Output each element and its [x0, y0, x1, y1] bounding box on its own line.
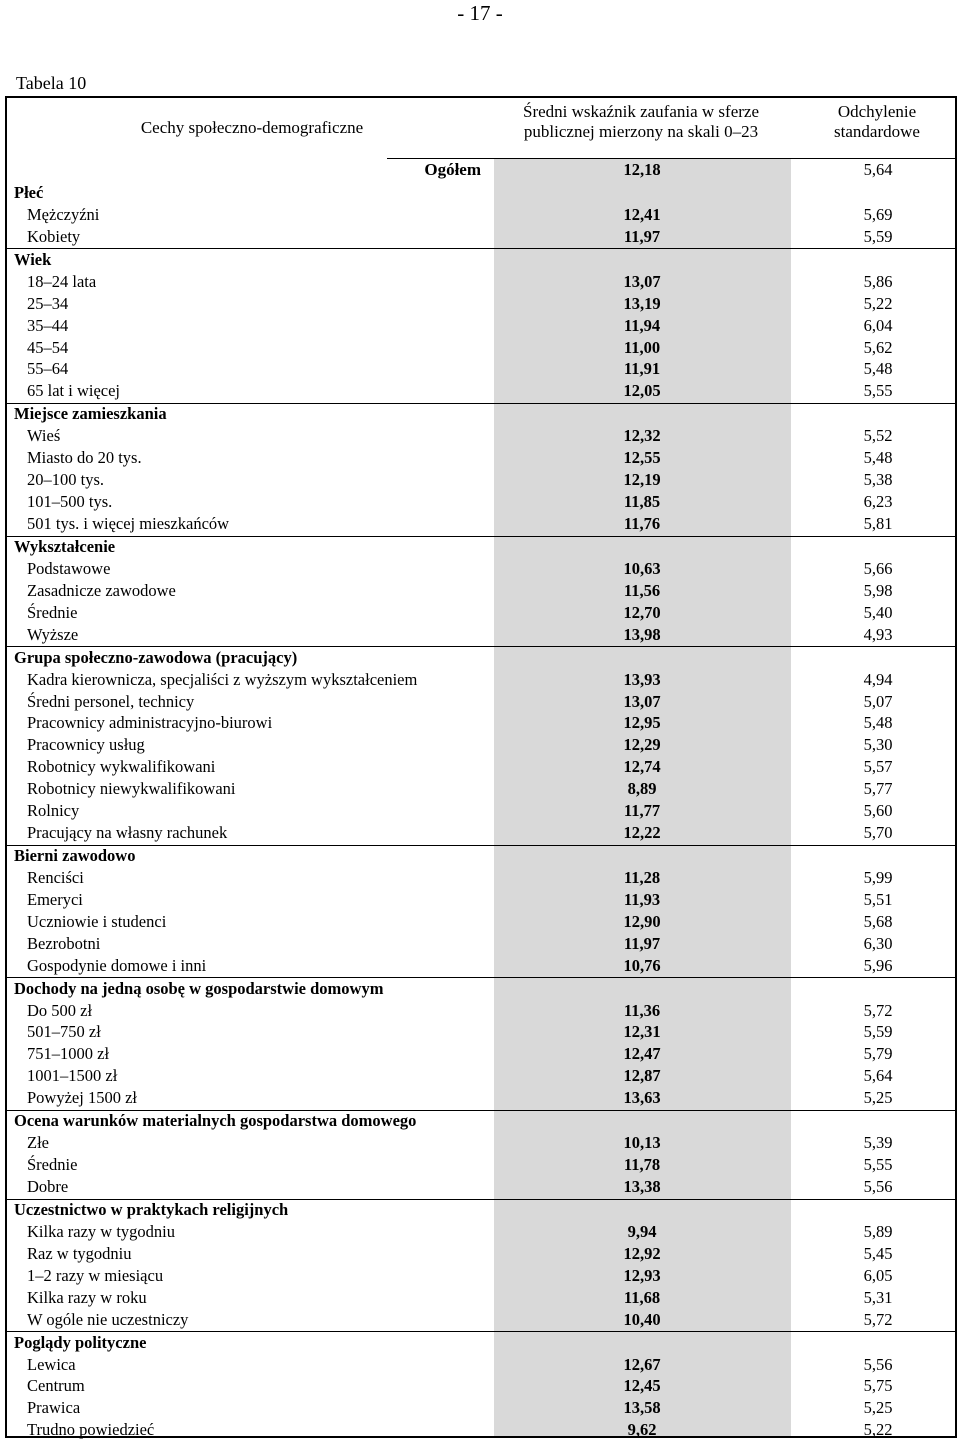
- row-label: Pracujący na własny rachunek: [27, 822, 228, 842]
- table-row: [7, 691, 955, 713]
- header-mean-trust: Średni wskaźnik zaufania w sferze publicznej mierzony na skali 0–23: [522, 102, 759, 141]
- row-mean-value: 12,22: [623, 822, 661, 842]
- row-label: Trudno powiedzieć: [27, 1420, 155, 1440]
- table-row: [7, 469, 955, 491]
- row-mean-value: 11,78: [623, 1155, 661, 1174]
- table-row: [7, 778, 955, 800]
- row-label: 65 lat i więcej: [27, 381, 121, 401]
- row-label: 101–500 tys.: [27, 492, 113, 511]
- row-mean-value: 12,29: [623, 735, 661, 755]
- row-sd-value: 5,68: [863, 911, 893, 931]
- row-sd-value: 4,94: [863, 669, 893, 689]
- row-mean-value: 12,31: [623, 1022, 661, 1042]
- row-mean-value: 11,56: [623, 580, 661, 600]
- row-mean-value: 12,90: [623, 911, 661, 931]
- row-label: Średnie: [27, 1155, 78, 1174]
- row-sd-value: 5,48: [863, 448, 893, 468]
- group-title: Grupa społeczno-zawodowa (pracujący): [14, 647, 298, 667]
- row-mean-value: 13,19: [623, 293, 661, 313]
- group-title: Uczestnictwo w praktykach religijnych: [14, 1200, 289, 1219]
- table-row: [7, 955, 955, 977]
- row-sd-value: 5,56: [863, 1176, 893, 1196]
- table-row: [7, 315, 955, 337]
- row-sd-value: 5,55: [863, 381, 893, 401]
- row-label: 55–64: [27, 359, 69, 379]
- table-row: [7, 1154, 955, 1176]
- row-sd-value: 5,89: [863, 1221, 893, 1241]
- table-row: [7, 1243, 955, 1265]
- row-sd-value: 6,05: [863, 1265, 893, 1285]
- row-mean-value: 12,19: [623, 470, 661, 490]
- row-mean-value: 12,47: [623, 1044, 661, 1064]
- row-sd-value: 5,07: [863, 691, 893, 711]
- group-divider: [7, 248, 955, 249]
- table-row: [7, 271, 955, 293]
- row-label: Lewica: [27, 1354, 76, 1374]
- row-label: 18–24 lata: [27, 271, 97, 291]
- table-row: [7, 1221, 955, 1243]
- row-mean-value: 12,05: [623, 381, 661, 401]
- group-divider: [7, 536, 955, 537]
- row-mean-value: 11,93: [623, 889, 661, 909]
- row-label: Zasadnicze zawodowe: [27, 580, 176, 600]
- table-row: [7, 624, 955, 646]
- row-mean-value: 11,94: [623, 315, 661, 335]
- table-row: [7, 800, 955, 822]
- table-row: [7, 669, 955, 691]
- row-sd-value: 5,99: [863, 867, 893, 887]
- row-label: Rolnicy: [27, 801, 80, 820]
- total-mean: 12,18: [623, 160, 661, 179]
- row-label: 1–2 razy w miesiącu: [27, 1265, 164, 1285]
- table-row: [7, 358, 955, 380]
- row-sd-value: 5,38: [863, 470, 893, 490]
- row-sd-value: 5,25: [863, 1398, 893, 1418]
- row-mean-value: 11,91: [623, 359, 661, 379]
- row-label: Kilka razy w roku: [27, 1287, 147, 1307]
- row-label: Pracownicy administracyjno-biurowi: [27, 713, 273, 733]
- row-mean-value: 12,45: [623, 1376, 661, 1396]
- row-mean-value: 13,07: [623, 271, 661, 291]
- row-mean-value: 13,93: [623, 669, 661, 689]
- row-sd-value: 5,64: [863, 1066, 893, 1086]
- row-label: 751–1000 zł: [27, 1044, 110, 1064]
- row-sd-value: 5,51: [863, 889, 893, 909]
- row-label: Do 500 zł: [27, 1000, 93, 1020]
- table-caption: Tabela 10: [16, 73, 87, 93]
- page-number: - 17 -: [457, 1, 503, 25]
- table-row: [7, 889, 955, 911]
- table-row: [7, 491, 955, 513]
- row-sd-value: 5,48: [863, 359, 893, 379]
- row-sd-value: 5,48: [863, 713, 893, 733]
- row-sd-value: 5,39: [863, 1133, 893, 1153]
- row-label: Średnie: [27, 602, 78, 622]
- row-sd-value: 5,66: [863, 558, 893, 578]
- group-divider: [7, 1331, 955, 1332]
- group-divider: [7, 845, 955, 846]
- table-row: [7, 447, 955, 469]
- table-row: [7, 1132, 955, 1154]
- row-label: Dobre: [27, 1176, 69, 1196]
- table-row: [7, 580, 955, 602]
- row-mean-value: 10,13: [623, 1133, 661, 1153]
- header-characteristics: Cechy społeczno-demograficzne: [140, 118, 364, 137]
- row-mean-value: 12,32: [623, 426, 661, 446]
- row-sd-value: 5,79: [863, 1044, 893, 1064]
- row-label: 20–100 tys.: [27, 470, 105, 490]
- row-mean-value: 11,97: [623, 933, 661, 953]
- row-sd-value: 5,72: [863, 1309, 893, 1329]
- row-label: W ogóle nie uczestniczy: [27, 1309, 189, 1329]
- row-sd-value: 5,31: [863, 1287, 893, 1307]
- table-row: [7, 911, 955, 933]
- table-row: [7, 1287, 955, 1309]
- row-sd-value: 5,86: [863, 271, 893, 291]
- row-mean-value: 10,76: [623, 955, 661, 975]
- group-title: Dochody na jedną osobę w gospodarstwie domowym: [14, 978, 384, 998]
- group-title: Wiek: [14, 249, 52, 269]
- row-sd-value: 6,23: [863, 492, 893, 511]
- row-label: Podstawowe: [27, 558, 111, 578]
- row-label: 25–34: [27, 293, 69, 313]
- row-label: Wieś: [27, 426, 61, 446]
- row-mean-value: 13,38: [623, 1176, 661, 1196]
- row-mean-value: 11,36: [623, 1000, 661, 1020]
- row-sd-value: 5,59: [863, 1022, 893, 1042]
- row-sd-value: 5,55: [863, 1155, 893, 1174]
- row-sd-value: 5,57: [863, 757, 893, 777]
- row-sd-value: 5,72: [863, 1000, 893, 1020]
- row-sd-value: 5,30: [863, 735, 893, 755]
- table-body: [7, 181, 955, 1440]
- row-mean-value: 9,62: [627, 1420, 657, 1440]
- row-mean-value: 11,28: [623, 867, 661, 887]
- row-label: Gospodynie domowe i inni: [27, 955, 207, 975]
- row-label: Miasto do 20 tys.: [27, 448, 142, 468]
- row-label: Centrum: [27, 1376, 85, 1396]
- data-table: [5, 96, 957, 1438]
- row-label: Emeryci: [27, 889, 83, 909]
- table-row: [7, 1309, 955, 1331]
- row-sd-value: 5,70: [863, 822, 893, 842]
- row-mean-value: 11,68: [623, 1287, 661, 1307]
- table-row: [7, 1265, 955, 1287]
- row-label: Złe: [27, 1133, 49, 1153]
- total-label: Ogółem: [424, 160, 481, 179]
- row-sd-value: 5,40: [863, 602, 893, 622]
- row-sd-value: 6,30: [863, 933, 893, 953]
- row-label: Pracownicy usług: [27, 735, 145, 755]
- row-label: Bezrobotni: [27, 933, 101, 953]
- row-sd-value: 5,59: [863, 226, 893, 246]
- row-label: Robotnicy wykwalifikowani: [27, 757, 216, 777]
- table-header: [7, 98, 955, 158]
- row-mean-value: 8,89: [627, 779, 657, 799]
- total-row: [7, 159, 955, 181]
- table-row: [7, 1043, 955, 1065]
- group-title: Wykształcenie: [14, 537, 116, 556]
- row-sd-value: 5,25: [863, 1088, 893, 1108]
- row-mean-value: 11,85: [623, 492, 661, 511]
- table-row: [7, 933, 955, 955]
- row-mean-value: 12,41: [623, 204, 661, 224]
- group-title: Poglądy polityczne: [14, 1332, 147, 1352]
- table-row: [7, 425, 955, 447]
- row-mean-value: 12,55: [623, 448, 661, 468]
- row-mean-value: 13,98: [623, 624, 661, 644]
- table-row: [7, 1375, 955, 1397]
- row-sd-value: 5,98: [863, 580, 893, 600]
- row-mean-value: 9,94: [627, 1221, 657, 1241]
- row-mean-value: 11,77: [623, 801, 661, 820]
- row-label: 1001–1500 zł: [27, 1066, 118, 1086]
- row-label: Raz w tygodniu: [27, 1243, 132, 1263]
- table-row: [7, 513, 955, 535]
- row-sd-value: 5,77: [863, 779, 893, 799]
- row-mean-value: 12,95: [623, 713, 661, 733]
- table-row: [7, 734, 955, 756]
- table-row: [7, 1397, 955, 1419]
- table-row: [7, 380, 955, 402]
- row-sd-value: 6,04: [863, 315, 893, 335]
- table-row: [7, 226, 955, 248]
- row-label: Prawica: [27, 1398, 81, 1418]
- table-row: [7, 822, 955, 844]
- row-mean-value: 13,63: [623, 1088, 661, 1108]
- row-label: Wyższe: [27, 624, 79, 644]
- table-row: [7, 1065, 955, 1087]
- table-row: [7, 204, 955, 226]
- table-row: [7, 293, 955, 315]
- row-mean-value: 12,70: [623, 602, 661, 622]
- table-row: [7, 1087, 955, 1109]
- row-mean-value: 12,74: [623, 757, 661, 777]
- row-mean-value: 13,07: [623, 691, 661, 711]
- group-title: Bierni zawodowo: [14, 846, 136, 865]
- row-label: Kilka razy w tygodniu: [27, 1221, 176, 1241]
- row-label: 501 tys. i więcej mieszkańców: [27, 513, 230, 533]
- row-label: 501–750 zł: [27, 1022, 101, 1042]
- row-label: 35–44: [27, 315, 69, 335]
- row-sd-value: 5,22: [863, 1420, 893, 1440]
- group-title: Płeć: [14, 183, 44, 202]
- table-row: [7, 1000, 955, 1022]
- table-row: [7, 1021, 955, 1043]
- table-row: [7, 867, 955, 889]
- row-mean-value: 11,97: [623, 226, 661, 246]
- total-sd: 5,64: [863, 160, 893, 179]
- row-mean-value: 13,58: [623, 1398, 661, 1418]
- row-mean-value: 11,76: [623, 513, 661, 533]
- table-row: [7, 756, 955, 778]
- row-mean-value: 10,40: [623, 1309, 661, 1329]
- row-label: Powyżej 1500 zł: [27, 1088, 137, 1108]
- row-sd-value: 5,81: [863, 513, 893, 533]
- row-label: Mężczyźni: [27, 204, 100, 224]
- row-mean-value: 12,67: [623, 1354, 661, 1374]
- row-sd-value: 4,93: [863, 624, 893, 644]
- row-sd-value: 5,56: [863, 1354, 893, 1374]
- row-sd-value: 5,60: [863, 801, 893, 820]
- row-mean-value: 11,00: [623, 337, 661, 357]
- row-label: Robotnicy niewykwalifikowani: [27, 779, 236, 799]
- row-sd-value: 5,22: [863, 293, 893, 313]
- row-sd-value: 5,96: [863, 955, 893, 975]
- row-mean-value: 12,92: [623, 1243, 661, 1263]
- row-label: Renciści: [27, 867, 84, 887]
- table-row: [7, 1419, 955, 1441]
- row-sd-value: 5,69: [863, 204, 893, 224]
- table-row: [7, 602, 955, 624]
- row-label: Uczniowie i studenci: [27, 911, 167, 931]
- table-row: [7, 1176, 955, 1198]
- table-row: [7, 558, 955, 580]
- row-label: 45–54: [27, 337, 69, 357]
- row-label: Kobiety: [27, 226, 81, 246]
- group-title: Ocena warunków materialnych gospodarstwa domowego: [14, 1111, 417, 1131]
- row-sd-value: 5,52: [863, 426, 893, 446]
- table-row: [7, 337, 955, 359]
- row-label: Średni personel, technicy: [27, 691, 195, 711]
- row-mean-value: 12,93: [623, 1265, 661, 1285]
- row-label: Kadra kierownicza, specjaliści z wyższym wykształceniem: [27, 669, 418, 689]
- row-mean-value: 12,87: [623, 1066, 661, 1086]
- table-row: [7, 712, 955, 734]
- group-title: Miejsce zamieszkania: [14, 404, 167, 424]
- row-sd-value: 5,75: [863, 1376, 893, 1396]
- row-sd-value: 5,45: [863, 1243, 893, 1263]
- table-row: [7, 1354, 955, 1376]
- header-standard-deviation: Odchylenie standardowe: [834, 102, 920, 141]
- row-sd-value: 5,62: [863, 337, 893, 357]
- row-mean-value: 10,63: [623, 558, 661, 578]
